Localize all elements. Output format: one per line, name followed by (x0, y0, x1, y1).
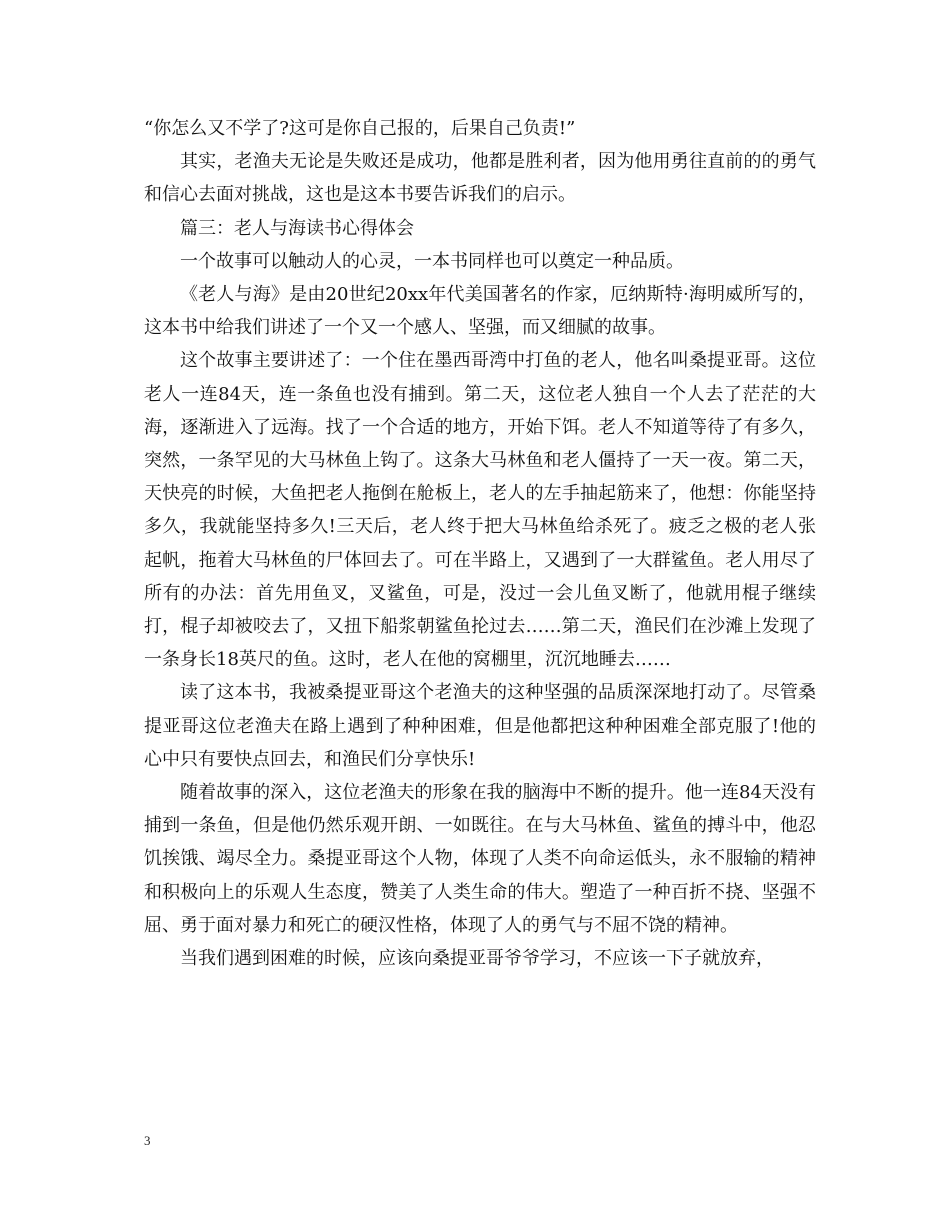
paragraph: 一个故事可以触动人的心灵，一本书同样也可以奠定一种品质。 (180, 250, 684, 272)
paragraph: 这个故事主要讲述了：一个住在墨西哥湾中打鱼的老人，他名叫桑提亚哥。这位老人一连84天，连一条鱼也没有捕到。第二天，这位老人独自一个人去了茫茫的大海，逐渐进入了远海。找了一个合适的地方，开始下饵。老人不知道等待了有多久，突然，一条罕见的大马林鱼上钩了。这条大马林鱼和老人僵持了一天一夜。第二天，天快亮的时候，大鱼把老人拖倒在舱板上，老人的左手抽起筋来了，他想：你能坚持多久，我就能坚持多久!三天后，老人终于把大马林鱼给杀死了。疲乏之极的老人张起帆，拖着大马林鱼的尸体回去了。可在半路上，又遇到了一大群鲨鱼。老人用尽了所有的办法：首先用鱼叉，叉鲨鱼，可是，没过一会儿鱼叉断了，他就用棍子继续打，棍子却被咬去了，又扭下船浆朝鲨鱼抡过去……第二天，渔民们在沙滩上发现了一条身长18英尺的鱼。这时，老人在他的窝棚里，沉沉地睡去…… (144, 350, 816, 671)
paragraph: 随着故事的深入，这位老渔夫的形象在我的脑海中不断的提升。他一连84天没有捕到一条鱼，但是他仍然乐观开朗、一如既往。在与大马林鱼、鲨鱼的搏斗中，他忍饥挨饿、竭尽全力。桑提亚哥这个人物，体现了人类不向命运低头，永不服输的精神和积极向上的乐观人生态度，赞美了人类生命的伟大。塑造了一种百折不挠、坚强不屈、勇于面对暴力和死亡的硬汉性格，体现了人的勇气与不屈不饶的精神。 (144, 782, 816, 936)
paragraph: 《老人与海》是由20世纪20xx年代美国著名的作家，厄纳斯特·海明威所写的，这本书中给我们讲述了一个又一个感人、坚强，而又细腻的故事。 (144, 284, 816, 339)
paragraph: 其实，老渔夫无论是失败还是成功，他都是胜利者，因为他用勇往直前的的勇气和信心去面对挑战，这也是这本书要告诉我们的启示。 (144, 151, 816, 206)
page-number: 3 (144, 1133, 151, 1148)
paragraph: “你怎么又不学了?这可是你自己报的，后果自己负责!” (144, 118, 576, 139)
section-heading: 篇三：老人与海读书心得体会 (180, 217, 414, 239)
paragraph: 当我们遇到困难的时候，应该向桑提亚哥爷爷学习，不应该一下子就放弃， (180, 948, 774, 970)
paragraph: 读了这本书，我被桑提亚哥这个老渔夫的这种坚强的品质深深地打动了。尽管桑提亚哥这位老渔夫在路上遇到了种种困难，但是他都把这种种困难全部克服了!他的心中只有要快点回去，和渔民们分享快乐! (144, 682, 816, 770)
document-body (144, 112, 816, 975)
